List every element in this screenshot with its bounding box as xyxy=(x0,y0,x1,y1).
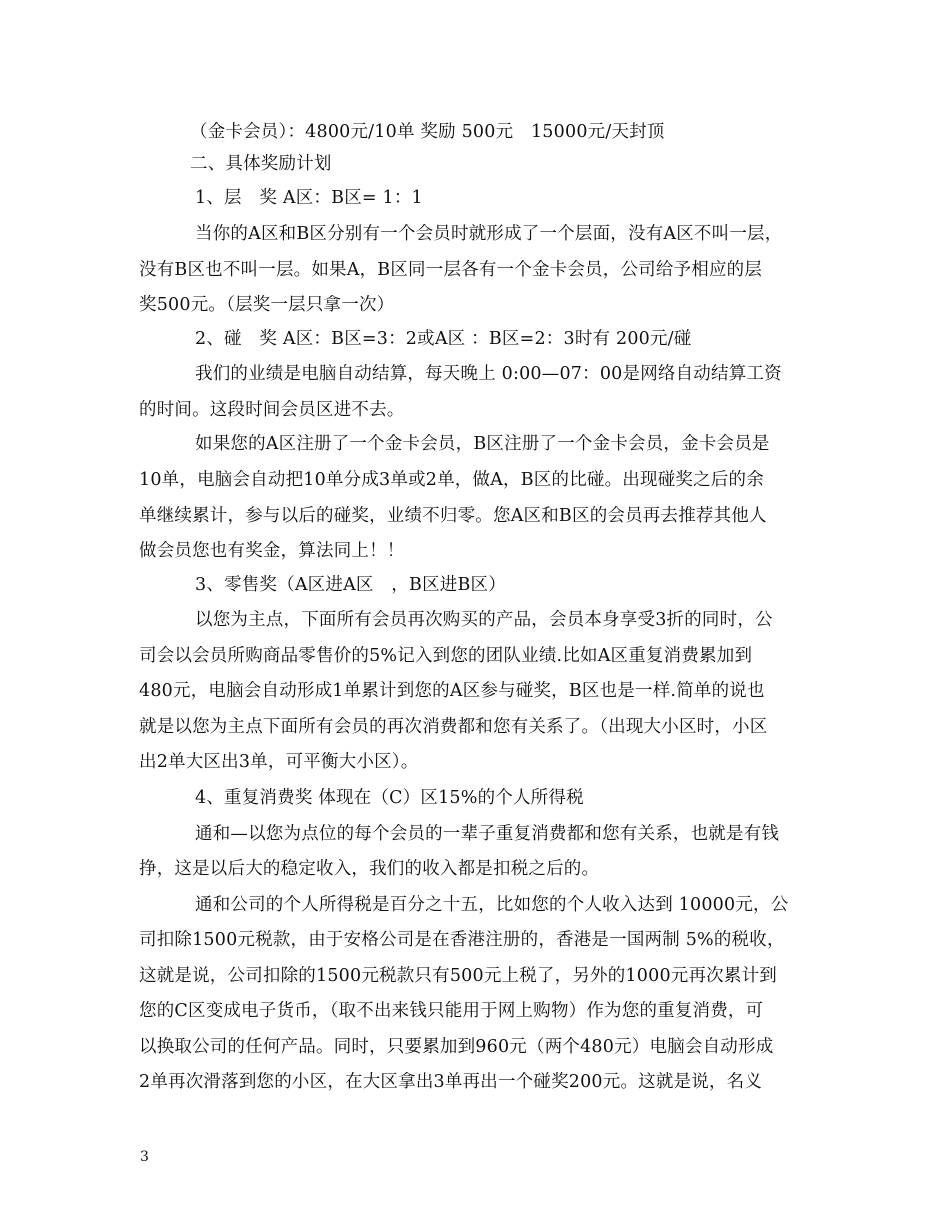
text-line: 就是以您为主点下面所有会员的再次消费都和您有关系了。（出现大小区时，小区 xyxy=(139,717,768,737)
text-line: 挣，这是以后大的稳定收入，我们的收入都是扣税之后的。 xyxy=(139,859,600,879)
text-line: 10单，电脑会自动把10单分成3单或2单，做A，B区的比碰。出现碰奖之后的余 xyxy=(139,470,764,490)
text-line: 我们的业绩是电脑自动结算，每天晚上 0:00—07：00是网络自动结算工资 xyxy=(195,364,782,384)
text-line: 这就是说，公司扣除的1500元税款只有500元上税了，另外的1000元再次累计到 xyxy=(139,966,777,986)
text-line: 当你的A区和B区分别有一个会员时就形成了一个层面，没有A区不叫一层， xyxy=(195,224,783,244)
section-heading: 二、具体奖励计划 xyxy=(190,154,332,174)
subsection-heading: 1、层 奖 A区：B区= 1：1 xyxy=(195,188,423,208)
text-line: 司扣除1500元税款，由于安格公司是在香港注册的，香港是一国两制 5%的税收， xyxy=(139,930,785,950)
text-line: 奖500元。（层奖一层只拿一次） xyxy=(139,295,395,315)
text-line: 单继续累计，参与以后的碰奖，业绩不归零。您A区和B区的会员再去推荐其他人 xyxy=(139,506,767,526)
subsection-heading: 2、碰 奖 A区：B区=3：2或A区 ：B区=2：3时有 200元/碰 xyxy=(195,329,692,349)
text-line: 的时间。这段时间会员区进不去。 xyxy=(139,400,405,420)
text-line: 您的C区变成电子货币，（取不出来钱只能用于网上购物）作为您的重复消费，可 xyxy=(139,1001,764,1021)
text-line: 2单再次滑落到您的小区，在大区拿出3单再出一个碰奖200元。这就是说，名义 xyxy=(139,1072,763,1092)
text-line: 通和公司的个人所得税是百分之十五，比如您的个人收入达到 10000元，公 xyxy=(195,895,789,915)
text-line: 如果您的A区注册了一个金卡会员，B区注册了一个金卡会员，金卡会员是 xyxy=(195,434,770,454)
text-line: 通和—以您为点位的每个会员的一辈子重复消费都和您有关系，也就是有钱 xyxy=(195,824,780,844)
text-line: 以换取公司的任何产品。同时，只要累加到960元（两个480元）电脑会自动形成 xyxy=(139,1037,774,1057)
subsection-heading: 3、零售奖（A区进A区 ，B区进B区） xyxy=(195,575,506,595)
page-number: 3 xyxy=(140,1149,149,1165)
text-line: 480元，电脑会自动形成1单累计到您的A区参与碰奖，B区也是一样.简单的说也 xyxy=(139,681,765,701)
subsection-heading: 4、重复消费奖 体现在（C）区15%的个人所得税 xyxy=(195,788,584,808)
text-line: 以您为主点，下面所有会员再次购买的产品，会员本身享受3折的同时，公 xyxy=(195,610,773,630)
text-line: 做会员您也有奖金，算法同上！！ xyxy=(139,541,405,561)
text-line: 没有B区也不叫一层。如果A，B区同一层各有一个金卡会员，公司给予相应的层 xyxy=(139,260,763,280)
text-line: 出2单大区出3单，可平衡大小区）。 xyxy=(139,752,419,772)
text-line: （金卡会员）：4800元/10单 奖励 500元 15000元/天封顶 xyxy=(190,122,665,142)
text-line: 司会以会员所购商品零售价的5%记入到您的团队业绩.比如A区重复消费累加到 xyxy=(139,646,753,666)
